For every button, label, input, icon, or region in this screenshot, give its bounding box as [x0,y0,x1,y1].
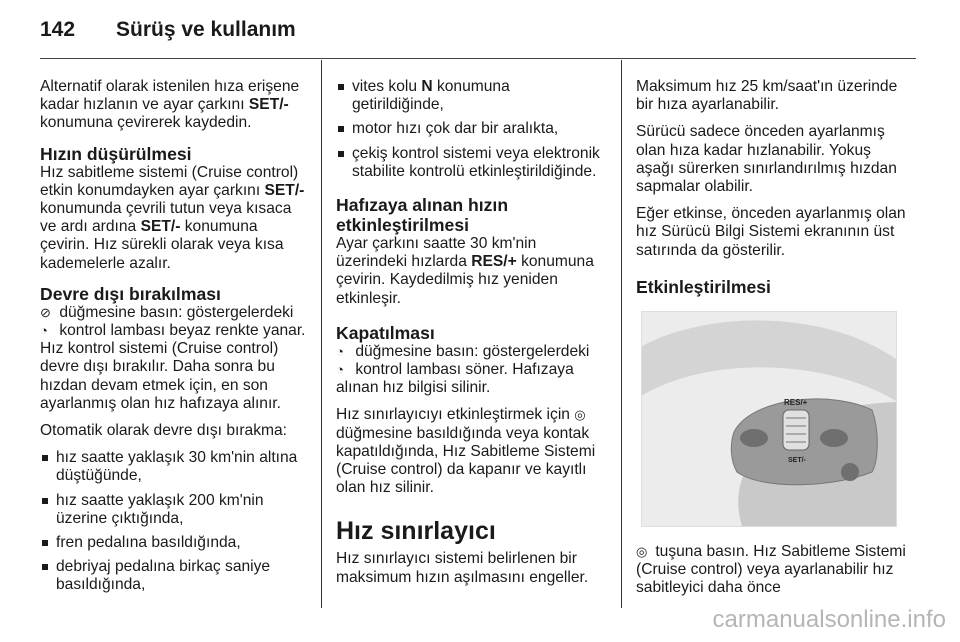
set-label: SET/- [248,96,289,114]
paragraph [336,343,604,398]
column-1 [40,78,308,601]
paragraph [40,164,308,273]
speed-limiter-icon: ◎ [636,543,648,559]
list-item: debriyaj pedalına birkaç saniye basıldığında, [40,558,308,594]
cruise-off-button [740,429,768,447]
column-divider-1 [321,60,322,608]
cruise-on-button [820,429,848,447]
list-item: çekiş kontrol sistemi veya elektronik stabilite kontrolü etkinleştirildiğinde. [336,145,604,181]
auto-disable-list [40,449,308,594]
text: Hız sınırlayıcıyı etkinleştirmek için [336,406,575,424]
paragraph: Maksimum hız 25 km/saat'ın üzerinde bir hıza ayarlanabilir. [636,78,898,114]
text: konumuna çevirin. Hız sürekli olarak veya kısa kademelerle azalır. [40,218,284,272]
speed-limiter-button [841,463,859,481]
watermark: carmanualsonline.info [712,606,946,633]
paragraph [336,235,604,308]
list-item: hız saatte yaklaşık 200 km'nin üzerine çıktığında, [40,492,308,528]
paragraph: Sürücü sadece önceden ayarlanmış olan hıza kadar hızlanabilir. Yokuş aşağı sürerken sınırlandırılmış hızdan sapmalar olabilir. [636,123,897,196]
list-item: hız saatte yaklaşık 30 km'nin altına düştüğünde, [40,449,308,485]
set-label: SET/- [140,218,181,236]
text: kontrol lambası beyaz renkte yanar. Hız kontrol sistemi (Cruise control) devre dışı bırakılır. Daha sonra bu hızdan devam etmek için, en son ayarlanmış olan hız hafızaya alınır. [40,322,306,412]
heading-resume-speed: Hafızaya alınan hızın etkinleştirilmesi [336,195,509,236]
text: konumunda çevrili tutun veya kısaca ve ardı ardına [40,200,292,236]
page-header [40,18,296,42]
text: düğmesine basın: göstergelerdeki [55,303,294,321]
cruise-off-icon: ⊘ [40,304,51,320]
list-item [336,78,604,114]
adjust-wheel [783,410,809,450]
list-item: fren pedalına basıldığında, [40,534,308,552]
page-title: Sürüş ve kullanım [116,18,296,41]
text: düğmesine basın: göstergelerdeki [351,342,590,360]
text: konumuna çevirerek kaydedin. [40,114,252,132]
column-2 [336,78,604,596]
column-3 [636,78,906,606]
text: Hız sabitleme sistemi (Cruise control) etkin konumdayken ayar çarkını [40,163,299,199]
paragraph [636,543,906,598]
page-number: 142 [40,18,76,41]
cruise-indicator-icon: ◔ [336,362,344,378]
text: Alternatif olarak istenilen hıza erişene kadar hızlanın ve ayar çarkını [40,78,300,114]
text: kontrol lambası söner. Hafızaya alınan hız bilgisi silinir. [336,361,574,397]
list-item: motor hızı çok dar bir aralıkta, [336,120,604,138]
heading-reduce-speed: Hızın düşürülmesi [40,143,192,164]
cruise-indicator-icon: ◔ [336,343,344,359]
paragraph [40,78,308,133]
column-divider-2 [621,60,622,608]
paragraph: Otomatik olarak devre dışı bırakma: [40,422,287,440]
res-label: RES/+ [471,253,517,271]
speed-limiter-icon: ◎ [574,407,586,423]
text: tuşuna basın. Hız Sabitleme Sistemi (Cruise control) veya ayarlanabilir hız sabitleyici daha önce [636,542,906,597]
gear-n-label: N [421,78,433,95]
text: Ayar çarkını saatte 30 km'nin üzerindeki hızlarda [336,235,537,271]
text: düğmesine basıldığında veya kontak kapatıldığında, Hız Sabitleme Sistemi (Cruise control) da kapanır ve kayıtlı olan hız silinir. [336,424,596,497]
header-rule [40,58,916,59]
heading-switch-off: Kapatılması [336,322,435,343]
auto-disable-list-continued [336,78,604,181]
heading-activate: Etkinleştirilmesi [636,276,771,297]
heading-disable: Devre dışı bırakılması [40,283,221,304]
paragraph [40,304,308,413]
res-plus-label: RES/+ [784,397,808,407]
paragraph [336,406,604,497]
text: konumuna getirildiğinde, [352,78,510,114]
heading-speed-limiter: Hız sınırlayıcı [336,517,496,546]
cruise-indicator-icon: ◔ [40,323,48,339]
set-minus-label: SET/- [788,456,806,464]
text: vites kolu [352,78,422,95]
text: konumuna çevirin. Kaydedilmiş hız yeniden etkinleşir. [336,253,594,307]
paragraph: Eğer etkinse, önceden ayarlanmış olan hız Sürücü Bilgi Sistemi ekranının üst satırında da gösterilir. [636,205,906,259]
paragraph: Hız sınırlayıcı sistemi belirlenen bir maksimum hızın aşılmasını engeller. [336,550,589,586]
steering-wheel-illustration [641,311,897,527]
set-label: SET/- [264,181,305,199]
